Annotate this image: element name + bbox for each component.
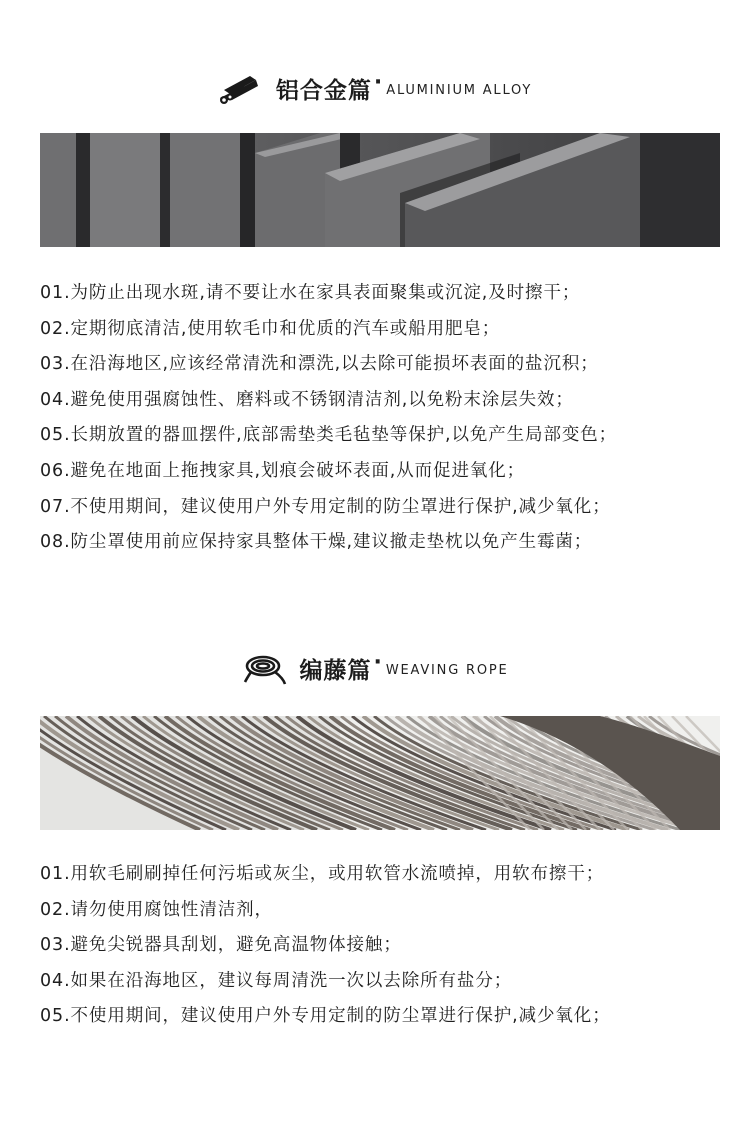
list-item: 06.避免在地面上拖拽家具,划痕会破坏表面,从而促进氧化； — [40, 460, 526, 481]
aluminium-tips-list — [40, 276, 720, 561]
list-item: 04.避免使用强腐蚀性、磨料或不锈钢清洁剂,以免粉末涂层失效； — [40, 389, 574, 410]
list-item: 05.不使用期间，建议使用户外专用定制的防尘罩进行保护,减少氧化； — [40, 1006, 611, 1027]
title-separator: · — [373, 69, 383, 95]
aluminium-sample-photo — [40, 133, 720, 247]
section-title-cn: 铝合金篇 — [275, 77, 372, 104]
list-item: 08.防尘罩使用前应保持家具整体干燥,建议撤走垫枕以免产生霉菌； — [40, 532, 593, 553]
list-item: 02.定期彻底清洁,使用软毛巾和优质的汽车或船用肥皂； — [40, 318, 501, 339]
list-item: 05.长期放置的器皿摆件,底部需垫类毛毡垫等保护,以免产生局部变色； — [40, 425, 618, 446]
section-title-en: ALUMINIUM ALLOY — [386, 82, 533, 98]
aluminium-section-title — [0, 68, 750, 108]
list-item: 01.为防止出现水斑,请不要让水在家具表面聚集或沉淀,及时擦干； — [40, 283, 581, 303]
section-title-en: WEAVING ROPE — [385, 662, 509, 678]
weaving-tips-list — [40, 857, 720, 1035]
list-item: 03.在沿海地区,应该经常清洗和漂洗,以去除可能损坏表面的盐沉积； — [40, 354, 599, 375]
section-title-cn: 编藤篇 — [299, 657, 372, 684]
list-item: 04.如果在沿海地区，建议每周清洗一次以去除所有盐分； — [40, 970, 513, 991]
title-separator: · — [373, 649, 382, 675]
list-item: 03.避免尖锐器具刮划，避免高温物体接触； — [40, 935, 402, 956]
list-item: 07.不使用期间，建议使用户外专用定制的防尘罩进行保护,减少氧化； — [40, 496, 611, 517]
aluminium-bars-icon — [218, 68, 266, 108]
rope-coil-icon — [241, 648, 289, 688]
list-item: 02.请勿使用腐蚀性清洁剂， — [40, 899, 273, 920]
list-item: 01.用软毛刷刷掉任何污垢或灰尘，或用软管水流喷掉，用软布擦干； — [40, 864, 605, 884]
weaving-section-title — [0, 648, 750, 688]
weaving-rope-photo — [40, 716, 720, 830]
